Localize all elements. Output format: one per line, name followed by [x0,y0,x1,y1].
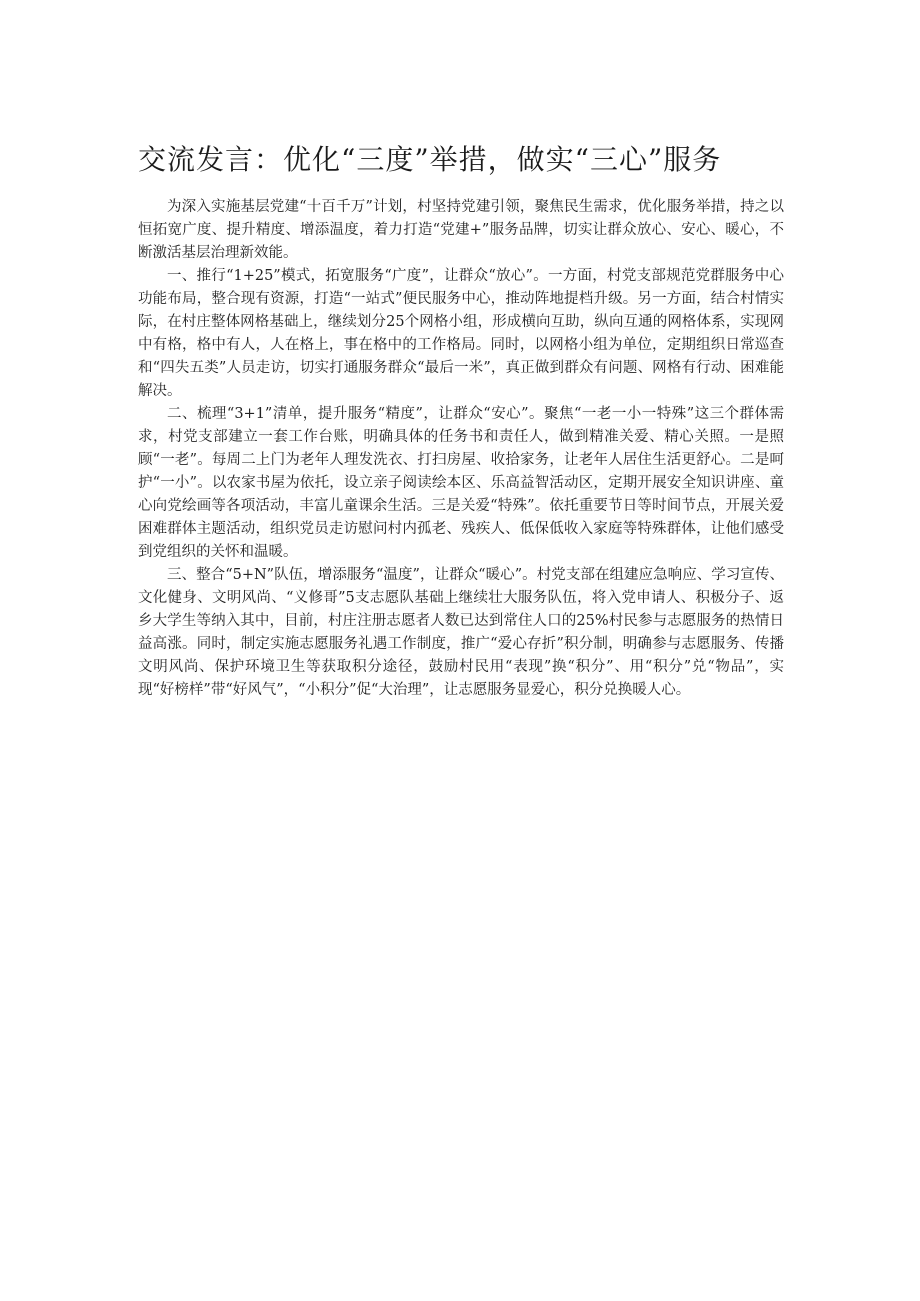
paragraph-section-2: 二、梳理“3+1”清单，提升服务“精度”，让群众“安心”。聚焦“一老一小一特殊”这三个群体需求，村党支部建立一套工作台账，明确具体的任务书和责任人，做到精准关爱、精心关照。一是照顾“一老”。每周二上门为老年人理发洗衣、打扫房屋、收拾家务，让老年人居住生活更舒心。二是呵护“一小”。以农家书屋为依托，设立亲子阅读绘本区、乐高益智活动区，定期开展安全知识讲座、童心向党绘画等各项活动，丰富儿童课余生活。三是关爱“特殊”。依托重要节日等时间节点，开展关爱困难群体主题活动，组织党员走访慰问村内孤老、残疾人、低保低收入家庭等特殊群体，让他们感受到党组织的关怀和温暖。 [138,406,784,560]
document-body [138,196,784,702]
document-title: 交流发言：优化“三度”举措，做实“三心”服务 [138,143,722,176]
paragraph-section-3: 三、整合“5+N”队伍，增添服务“温度”，让群众“暖心”。村党支部在组建应急响应、学习宣传、文化健身、文明风尚、“义修哥”5支志愿队基础上继续壮大服务队伍，将入党申请人、积极分子、返乡大学生等纳入其中，目前，村庄注册志愿者人数已达到常住人口的25%村民参与志愿服务的热情日益高涨。同时，制定实施志愿服务礼遇工作制度，推广“爱心存折”积分制，明确参与志愿服务、传播文明风尚、保护环境卫生等获取积分途径，鼓励村民用“表现”换“积分”、用“积分”兑“物品”，实现“好榜样”带“好风气”，“小积分”促“大治理”，让志愿服务显爱心，积分兑换暖人心。 [138,567,784,698]
paragraph-intro: 为深入实施基层党建“十百千万”计划，村坚持党建引领，聚焦民生需求，优化服务举措，持之以恒拓宽广度、提升精度、增添温度，着力打造“党建+”服务品牌，切实让群众放心、安心、暖心，不断激活基层治理新效能。 [138,199,784,261]
paragraph-section-1: 一、推行“1+25”模式，拓宽服务“广度”，让群众“放心”。一方面，村党支部规范党群服务中心功能布局，整合现有资源，打造“一站式”便民服务中心，推动阵地提档升级。另一方面，结合村情实际，在村庄整体网格基础上，继续划分25个网格小组，形成横向互助，纵向互通的网格体系，实现网中有格，格中有人，人在格上，事在格中的工作格局。同时，以网格小组为单位，定期组织日常巡查和“四失五类”人员走访，切实打通服务群众“最后一米”，真正做到群众有问题、网格有行动、困难能解决。 [138,268,784,399]
